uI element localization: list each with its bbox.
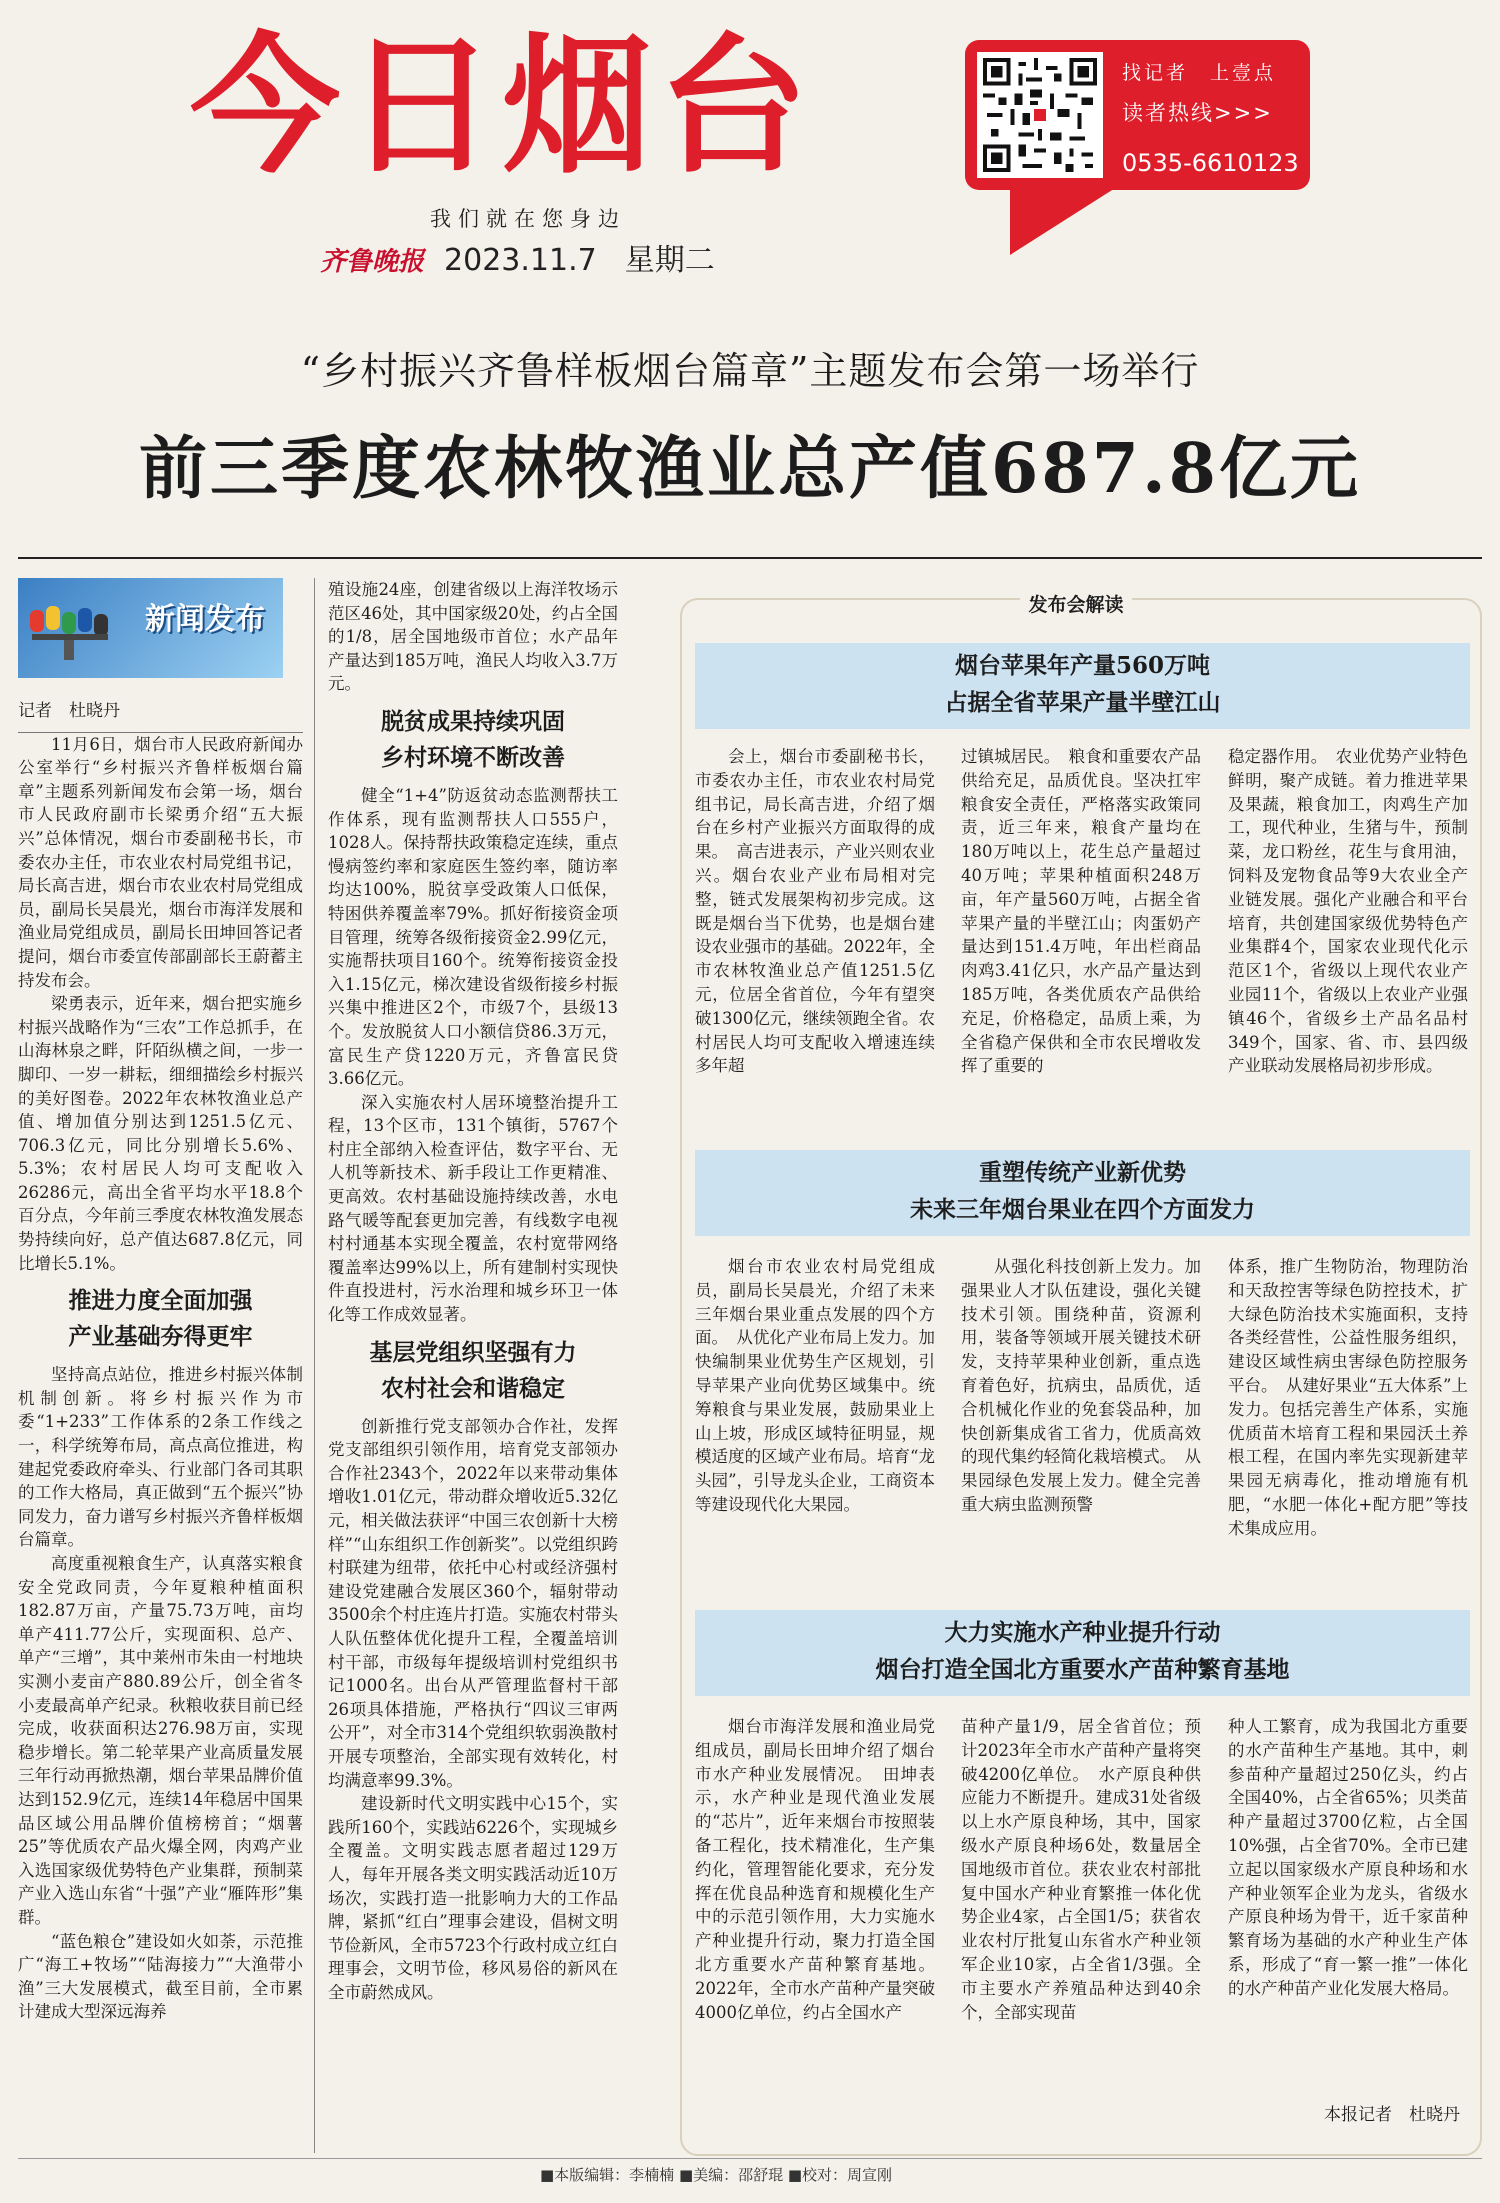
headline-divider	[18, 557, 1482, 559]
subhead-2	[328, 704, 618, 776]
article-paragraph: 烟台市海洋发展和渔业局党组成员，副局长田坤介绍了烟台市水产种业发展情况。 田坤表示，水产种业是现代渔业发展的“芯片”，近年来烟台市按照装备工程化，技术精准化，生产集约化，管理智能化要求，充分发挥在优良品种选育和规模化生产中的示范引领作用，大力实施水产种业提升行动，聚力打造全国北方重要水产苗种繁育基地。2022年，全市水产苗种产量突破4000亿单位，约占全国水产	[695, 1717, 935, 2022]
box-signature: 本报记者 杜晓丹	[1324, 2105, 1460, 2125]
article-paragraph: 坚持高点站位，推进乡村振兴体制机制创新。将乡村振兴作为市委“1+233”工作体系的2条工作线之一，科学统筹布局，高点高位推进，构建起党委政府牵头、行业部门各司其职的工作大格局，真正做到“五个振兴”协同发力，奋力谱写乡村振兴齐鲁样板烟台篇章。	[18, 1365, 303, 1550]
section-1-title-line-b: 占据全省苹果产量半壁江山	[944, 689, 1221, 716]
section-3-title	[695, 1610, 1470, 1696]
article-column-2	[328, 578, 618, 2153]
news-release-badge	[18, 578, 283, 678]
article-paragraph: 种人工繁育，成为我国北方重要的水产苗种生产基地。其中，刺参苗种产量超过250亿头，约占全国40%，占全省65%；贝类苗种产量超过3700亿粒，占全国10%强，占全省70%。全市已建立起以国家级水产原良种场和水产种业领军企业为龙头，省级水产原良种场为骨干，近千家苗种繁育场为基础的水产种业生产体系，形成了“育一繁一推”一体化的水产种苗产业化发展大格局。	[1228, 1717, 1468, 1998]
section-3-column-1	[695, 1715, 935, 2095]
subhead-1-line-a: 推进力度全面加强	[68, 1287, 253, 1315]
section-3-title-line-a: 大力实施水产种业提升行动	[944, 1619, 1221, 1646]
section-3-column-3	[1228, 1715, 1468, 2095]
interpretation-box-label: 发布会解读	[1020, 590, 1132, 617]
section-3-column-2	[961, 1715, 1201, 2095]
section-2-column-3	[1228, 1255, 1468, 1595]
headline-main: 前三季度农林牧渔业总产值687.8亿元	[139, 429, 1361, 509]
article-paragraph: 梁勇表示，近年来，烟台把实施乡村振兴战略作为“三农”工作总抓手，在山海林泉之畔，阡陌纵横之间，一步一脚印、一岁一耕耘，细细描绘乡村振兴的美好图卷。2022年农林牧渔业总产值、增加值分别达到1251.5亿元、706.3亿元，同比分别增长5.6%、5.3%；农村居民人均可支配收入26286元，高出全省平均水平18.8个百分点，今年前三季度农林牧渔发展态势持续向好，总产值达687.8亿元，同比增长5.1%。	[18, 994, 303, 1273]
footer-divider	[18, 2158, 1482, 2159]
masthead-slogan: 我们就在您身边	[430, 207, 626, 231]
article-paragraph: 稳定器作用。 农业优势产业特色鲜明，聚产成链。着力推进苹果及果蔬，粮食加工，肉鸡生产加工，现代种业，生猪与牛，预制菜，龙口粉丝，花生与食用油，饲料及宠物食品等9大农业全产业链发展。强化产业融合和平台培育，共创建国家级优势特色产业集群4个，国家农业现代化示范区1个，省级以上现代农业产业园11个，省级以上农业产业强镇46个，省级乡土产品名品村349个，国家、省、市、县四级产业联动发展格局初步形成。	[1228, 747, 1468, 1076]
article-paragraph: 高度重视粮食生产，认真落实粮食安全党政同责，今年夏粮种植面积182.87万亩，产量75.73万吨，亩均单产411.77公斤，实现面积、总产、单产“三增”，其中莱州市朱由一村地块实测小麦亩产880.89公斤，创全省冬小麦最高单产纪录。秋粮收获目前已经完成，收获面积达276.98万亩，实现稳步增长。第二轮苹果产业高质量发展三年行动再掀热潮，烟台苹果品牌价值达到152.9亿元，连续14年稳居中国果品区域公用品牌价值榜榜首；“烟薯25”等优质农产品火爆全网，肉鸡产业入选国家级优势特色产业集群，预制菜产业入选山东省“十强”产业“雁阵形”集群。	[18, 1554, 303, 1927]
section-1-column-1	[695, 745, 935, 1135]
article-paragraph: 苗种产量1/9，居全省首位；预计2023年全市水产苗种产量将突破4200亿单位。 水产原良种供应能力不断提升。建成31处省级以上水产原良种场，其中，国家级水产原良种场6处，数量居全国地级市首位。获农业农村部批复中国水产种业育繁推一体化优势企业4家，占全国1/5；获省农业农村厅批复山东省水产种业领军企业10家，占全省1/3强。全市主要水产养殖品种达到40余个，全部实现苗	[961, 1717, 1201, 2022]
column-divider	[314, 578, 315, 2153]
article-paragraph: 创新推行党支部领办合作社，发挥党支部组织引领作用，培育党支部领办合作社2343个，2022年以来带动集体增收1.01亿元，带动群众增收近5.32亿元，相关做法获评“中国三农创新十大榜样”“山东组织工作创新奖”。以党组织跨村联建为纽带，依托中心村或经济强村建设党建融合发展区360个，辐射带动3500余个村庄连片打造。实施农村带头人队伍整体优化提升工程，全覆盖培训村干部，市级每年提级培训村党组织书记1000名。出台从严管理监督村干部26项具体措施，严格执行“四议三审两公开”，对全市314个党组织软弱涣散村开展专项整治，全部实现有效转化，村均满意率99.3%。	[328, 1416, 618, 1790]
issue-weekday: 星期二	[624, 243, 715, 278]
article-paragraph: 从强化科技创新上发力。加强果业人才队伍建设，强化关键技术引领。围绕种苗，资源利用，装备等领域开展关键技术研发，支持苹果种业创新，重点选育着色好，抗病虫，品质优，适合机械化作业的免套袋品种，加快创新集成省工省力，优质高效的现代集约轻简化栽培模式。 从果园绿色发展上发力。健全完善重大病虫监测预警	[961, 1257, 1201, 1514]
masthead	[0, 0, 1500, 285]
article-paragraph: 11月6日，烟台市人民政府新闻办公室举行“乡村振兴齐鲁样板烟台篇章”主题系列新闻发布会第一场，烟台市人民政府副市长梁勇介绍“五大振兴”总体情况，烟台市委副秘书长，市委农办主任，市农业农村局党组书记，局长高吉进，烟台市农业农村局党组成员，副局长吴晨光，烟台市海洋发展和渔业局党组成员，副局长田坤回答记者提问，烟台市委宣传部副部长王蔚蓄主持发布会。	[18, 734, 303, 990]
masthead-logo: 今日烟台	[190, 20, 815, 194]
hotline-bubble	[965, 40, 1310, 190]
news-release-badge-text: 新闻发布	[145, 602, 265, 637]
section-2-column-2	[961, 1255, 1201, 1595]
section-2-title-line-b: 未来三年烟台果业在四个方面发力	[910, 1196, 1255, 1223]
qr-code-icon[interactable]	[977, 52, 1103, 178]
article-byline: 记者 杜晓丹	[18, 700, 303, 733]
section-3-title-line-b: 烟台打造全国北方重要水产苗种繁育基地	[875, 1656, 1290, 1683]
section-2-title	[695, 1150, 1470, 1236]
article-paragraph: 体系，推广生物防治，物理防治和天敌控害等绿色防控技术，扩大绿色防治技术实施面积，支持各类经营性，公益性服务组织，建设区域性病虫害绿色防控服务平台。 从建好果业“五大体系”上发力。包括完善生产体系，实施优质苗木培育工程和果园沃土养根工程，在国内率先实现新建苹果园无病毒化，推动增施有机肥，“水肥一体化+配方肥”等技术集成应用。	[1228, 1257, 1468, 1538]
hotline-slogan: 找记者 上壹点	[1122, 62, 1277, 84]
subhead-3-line-b: 农村社会和谐稳定	[381, 1374, 565, 1402]
subhead-1	[18, 1283, 303, 1355]
article-paragraph: 会上，烟台市委副秘书长，市委农办主任，市农业农村局党组书记，局长高吉进，介绍了烟台在乡村产业振兴方面取得的成果。 高吉进表示，产业兴则农业兴。烟台农业产业布局相对完整，链式发展架构初步完成。这既是烟台当下优势，也是烟台建设农业强市的基础。2022年，全市农林牧渔业总产值1251.5亿元，位居全省首位，今年有望突破1300亿元，继续领跑全省。农村居民人均可支配收入增速连续多年超	[695, 747, 935, 1076]
subhead-2-line-a: 脱贫成果持续巩固	[381, 707, 565, 735]
article-paragraph: “蓝色粮仓”建设如火如荼，示范推广“海工+牧场”“陆海接力”“大渔带小渔”三大发展模式，截至目前，全市累计建成大型深远海养	[18, 1931, 303, 2022]
subhead-3-line-a: 基层党组织坚强有力	[369, 1338, 577, 1366]
section-1-title	[695, 643, 1470, 729]
page-footer-credits: ■本版编辑：李楠楠 ■美编：邵舒琨 ■校对：周宣刚	[540, 2166, 893, 2184]
section-1-column-2	[961, 745, 1201, 1135]
headline-kicker: “乡村振兴齐鲁样板烟台篇章”主题发布会第一场举行	[300, 349, 1200, 393]
article-paragraph: 深入实施农村人居环境整治提升工程，13个区市，131个镇街，5767个村庄全部纳入检查评估，数字平台、无人机等新技术、新手段让工作更精准、更高效。农村基础设施持续改善，水电路气暖等配套更加完善，有线数字电视村村通基本实现全覆盖，农村宽带网络覆盖率达99%以上，所有建制村实现快件直投进村，污水治理和城乡环卫一体化等工作成效显著。	[328, 1092, 618, 1325]
hotline-phone[interactable]: 0535-6610123	[1122, 149, 1299, 177]
section-1-title-line-a: 烟台苹果年产量560万吨	[954, 652, 1210, 679]
section-2-title-line-a: 重塑传统产业新优势	[979, 1159, 1186, 1186]
dateline	[320, 235, 715, 279]
article-column-1	[18, 578, 303, 2153]
section-2-column-1	[695, 1255, 935, 1595]
paper-name: 齐鲁晚报	[320, 247, 425, 277]
article-paragraph: 殖设施24座，创建省级以上海洋牧场示范区46处，其中国家级20处，约占全国的1/8，居全国地级市首位；水产品年产量达到185万吨，渔民人均收入3.7万元。	[328, 580, 618, 694]
article-paragraph: 烟台市农业农村局党组成员，副局长吴晨光，介绍了未来三年烟台果业重点发展的四个方面。 从优化产业布局上发力。加快编制果业优势生产区规划，引导苹果产业向优势区域集中。统筹粮食与果业发展，鼓励果业上山上坡，形成区域特征明显，规模适度的区域产业布局。培育“龙头园”，引导龙头企业，工商资本等建设现代化大果园。	[695, 1257, 935, 1514]
subhead-3	[328, 1335, 618, 1407]
article-paragraph: 过镇城居民。 粮食和重要农产品供给充足，品质优良。坚决扛牢粮食安全责任，严格落实政策同责，近三年来，粮食产量均在180万吨以上，花生总产量超过40万吨；苹果种植面积248万亩，年产量560万吨，占据全省苹果产量的半壁江山；肉蛋奶产量达到151.4万吨，年出栏商品肉鸡3.41亿只，水产品产量达到185万吨，各类优质农产品供给充足，价格稳定，品质上乘，为全省稳产保供和全市农民增收发挥了重要的	[961, 747, 1201, 1076]
article-paragraph: 建设新时代文明实践中心15个，实践所160个，实践站6226个，实现城乡全覆盖。文明实践志愿者超过129万人，每年开展各类文明实践活动近10万场次，实践打造一批影响力大的工作品牌，紧抓“红白”理事会建设，倡树文明节俭新风，全市5723个行政村成立红白理事会，文明节俭，移风易俗的新风在全市蔚然成风。	[328, 1794, 618, 2002]
hotline-label: 读者热线>>>	[1122, 101, 1273, 125]
hotline-text	[1122, 58, 1299, 177]
issue-date: 2023.11.7	[444, 243, 597, 278]
microphones-icon	[24, 600, 134, 660]
article-paragraph: 健全“1+4”防返贫动态监测帮扶工作体系，现有监测帮扶人口555户，1028人。保持帮扶政策稳定连续，重点慢病签约率和家庭医生签约率，随访率均达100%，脱贫享受政策人口低保，特困供养覆盖率79%。抓好衔接资金项目管理，统筹各级衔接资金2.99亿元，实施帮扶项目160个。统筹衔接资金投入1.15亿元，梯次建设省级衔接乡村振兴集中推进区2个，市级7个，县级13个。发放脱贫人口小额信贷86.3万元，富民生产贷1220万元，齐鲁富民贷3.66亿元。	[328, 785, 618, 1089]
hotline-bubble-tail	[1010, 185, 1120, 255]
section-1-column-3	[1228, 745, 1468, 1135]
subhead-2-line-b: 乡村环境不断改善	[381, 743, 565, 771]
subhead-1-line-b: 产业基础夯得更牢	[68, 1323, 253, 1351]
